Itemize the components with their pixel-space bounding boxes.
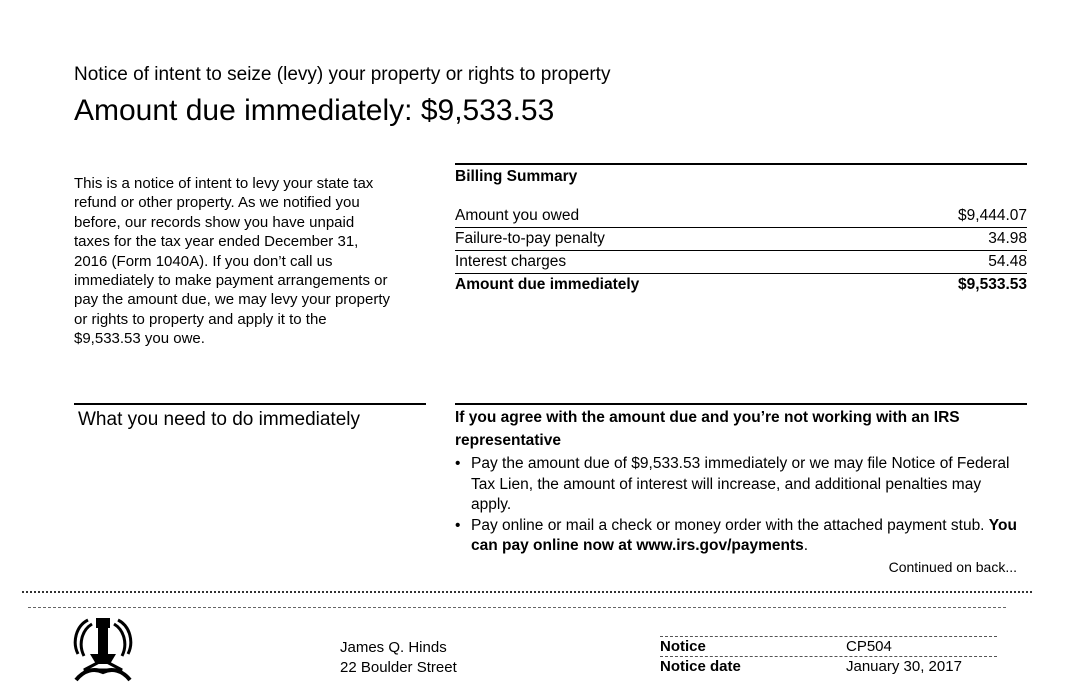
list-item xyxy=(455,454,1019,516)
recipient-name: James Q. Hinds xyxy=(340,639,447,656)
billing-total-value: $9,533.53 xyxy=(958,276,1027,293)
billing-row-value: 54.48 xyxy=(988,253,1027,270)
notice-row xyxy=(660,636,997,656)
payment-link[interactable]: You can pay online now at www.irs.gov/payments xyxy=(471,516,1017,554)
billing-row-value: $9,444.07 xyxy=(958,207,1027,224)
notice-value: CP504 xyxy=(846,638,892,655)
billing-summary xyxy=(455,163,1027,296)
bullet-text: Pay online or mail a check or money order with the attached payment stub. xyxy=(471,516,989,534)
agree-section xyxy=(455,403,1027,557)
billing-total-row xyxy=(455,274,1027,296)
bullet-tail: . xyxy=(803,537,809,554)
intro-paragraph: This is a notice of intent to levy your state tax refund or other property. As we notified you before, our records show you have unpaid taxes for the tax year ended December 31, 2016 (Form 1040A). If you don’t call us immediately to make payment arrangements or pay the amount due, we may levy your property or rights to property and apply it to the $9,533.53 you owe. xyxy=(74,175,390,348)
billing-row xyxy=(455,251,1027,274)
billing-row xyxy=(455,205,1027,228)
tear-line xyxy=(22,591,1032,593)
continued-note: Continued on back... xyxy=(888,559,1017,575)
notice-date-value: January 30, 2017 xyxy=(846,658,962,675)
recipient-address xyxy=(340,638,457,678)
recipient-street: 22 Boulder Street xyxy=(340,659,457,676)
notice-info-box xyxy=(660,636,997,676)
billing-row xyxy=(455,228,1027,251)
bullet-icon: • xyxy=(455,516,461,534)
what-to-do-section xyxy=(74,403,426,431)
billing-summary-title: Billing Summary xyxy=(455,168,578,185)
irs-eagle-logo-icon xyxy=(70,614,136,684)
bullet-text: Pay the amount due of $9,533.53 immediately or we may file Notice of Federal Tax Lien, the amount of interest will increase, and additional penalties may apply. xyxy=(471,455,1010,513)
billing-total-label: Amount due immediately xyxy=(455,276,640,293)
bullet-icon: • xyxy=(455,455,461,472)
notice-date-label: Notice date xyxy=(660,658,741,675)
notice-label: Notice xyxy=(660,638,706,655)
notice-subtitle: Notice of intent to seize (levy) your property or rights to property xyxy=(74,64,611,85)
billing-row-value: 34.98 xyxy=(988,230,1027,247)
divider xyxy=(28,607,1006,608)
list-item xyxy=(455,516,1019,557)
billing-row-label: Amount you owed xyxy=(455,207,580,224)
page-title: Amount due immediately: $9,533.53 xyxy=(74,94,555,127)
billing-row-label: Interest charges xyxy=(455,253,567,270)
what-to-do-heading: What you need to do immediately xyxy=(78,409,360,430)
notice-date-row xyxy=(660,656,997,676)
agree-heading: If you agree with the amount due and you’re not working with an IRS representative xyxy=(455,409,960,449)
billing-row-label: Failure-to-pay penalty xyxy=(455,230,605,247)
action-list xyxy=(455,454,1027,557)
